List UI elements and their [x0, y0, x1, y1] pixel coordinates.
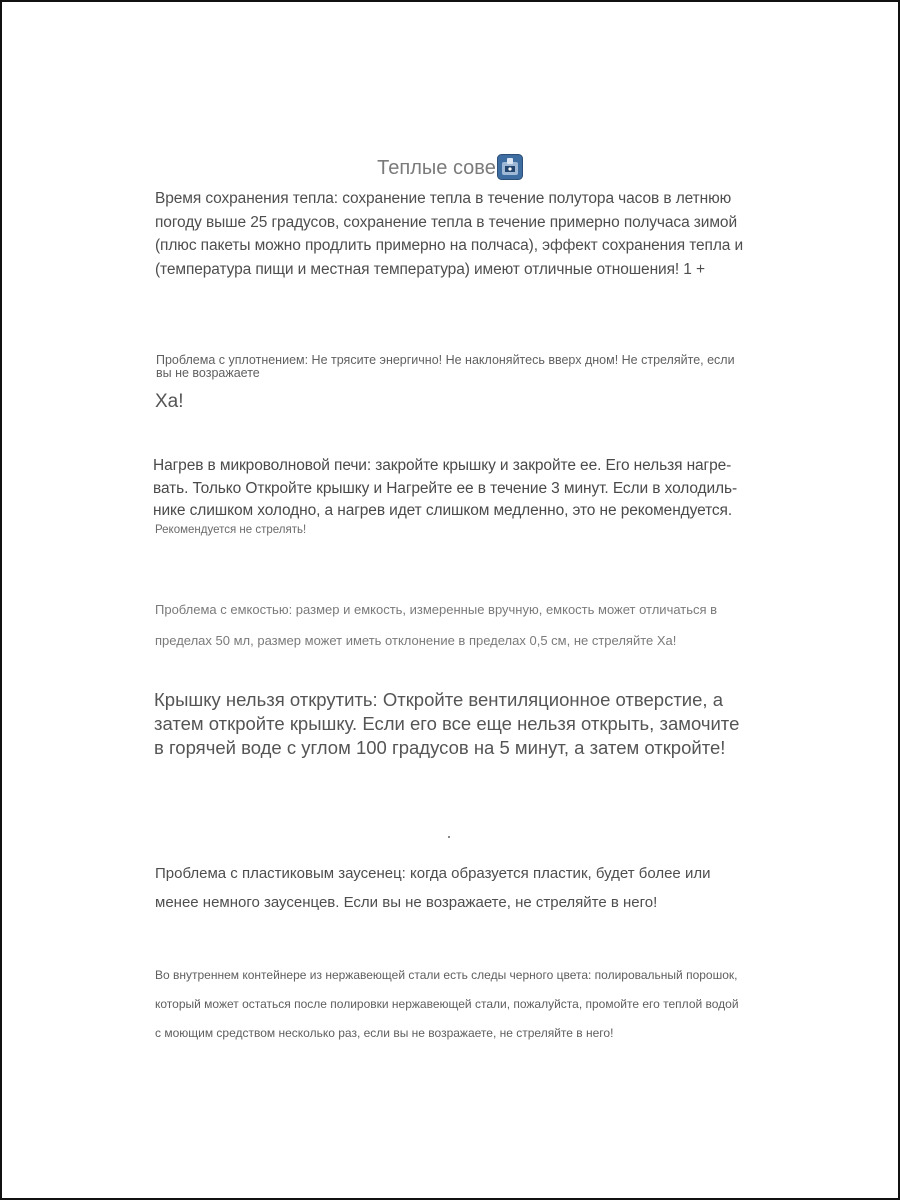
title-text: Теплые сове	[377, 157, 496, 179]
not-recommended-note: Рекомендуется не стрелять!	[155, 524, 307, 536]
cup-sticker-icon	[497, 154, 523, 180]
speck-dot	[448, 836, 450, 838]
ha-text: Ха!	[155, 391, 184, 412]
page-title	[0, 154, 900, 180]
lid-paragraph: Крышку нельзя открутить: Откройте вентиляционное отверстие, а затем откройте крышку. Если его все еще нельзя открыть, замочите в горячей воде с углом 100 градусов на 5 минут, а затем откройте!	[154, 689, 740, 758]
capacity-paragraph: Проблема с емкостью: размер и емкость, измеренные вручную, емкость может отличаться в пределах 50 мл, размер может иметь отклонение в пределах 0,5 см, не стреляйте Ха!	[155, 602, 718, 648]
microwave-paragraph: Нагрев в микроволновой печи: закройте крышку и закройте ее. Его нельзя нагревать. Только Откройте крышку и Нагрейте ее в течение 3 минут. Если в холодильнике слишком холодно, а нагрев идет слишком медленно, это не рекомендуется.	[153, 457, 738, 519]
sealing-problem-paragraph: Проблема с уплотнением: Не трясите энергично! Не наклоняйтесь вверх дном! Не стреляйте, если вы не возражаете	[156, 353, 735, 380]
heat-retention-paragraph: Время сохранения тепла: сохранение тепла в течение полутора часов в летнюю погоду выше 25 градусов, сохранение тепла в течение примерно получаса зимой (плюс пакеты можно продлить примерно на полчаса), эффект сохранения тепла и (температура пищи и местная температура) имеют отличные отношения! 1 +	[155, 190, 744, 278]
stainless-paragraph: Во внутреннем контейнере из нержавеющей стали есть следы черного цвета: полировальный порошок, который может остаться после полировки нержавеющей стали, пожалуйста, промойте его теплой водой с моющим средством несколько раз, если вы не возражаете, не стреляйте в него!	[155, 968, 739, 1040]
burr-paragraph: Проблема с пластиковым заусенец: когда образуется пластик, будет более или менее немного заусенцев. Если вы не возражаете, не стреляйте в него!	[155, 865, 711, 911]
